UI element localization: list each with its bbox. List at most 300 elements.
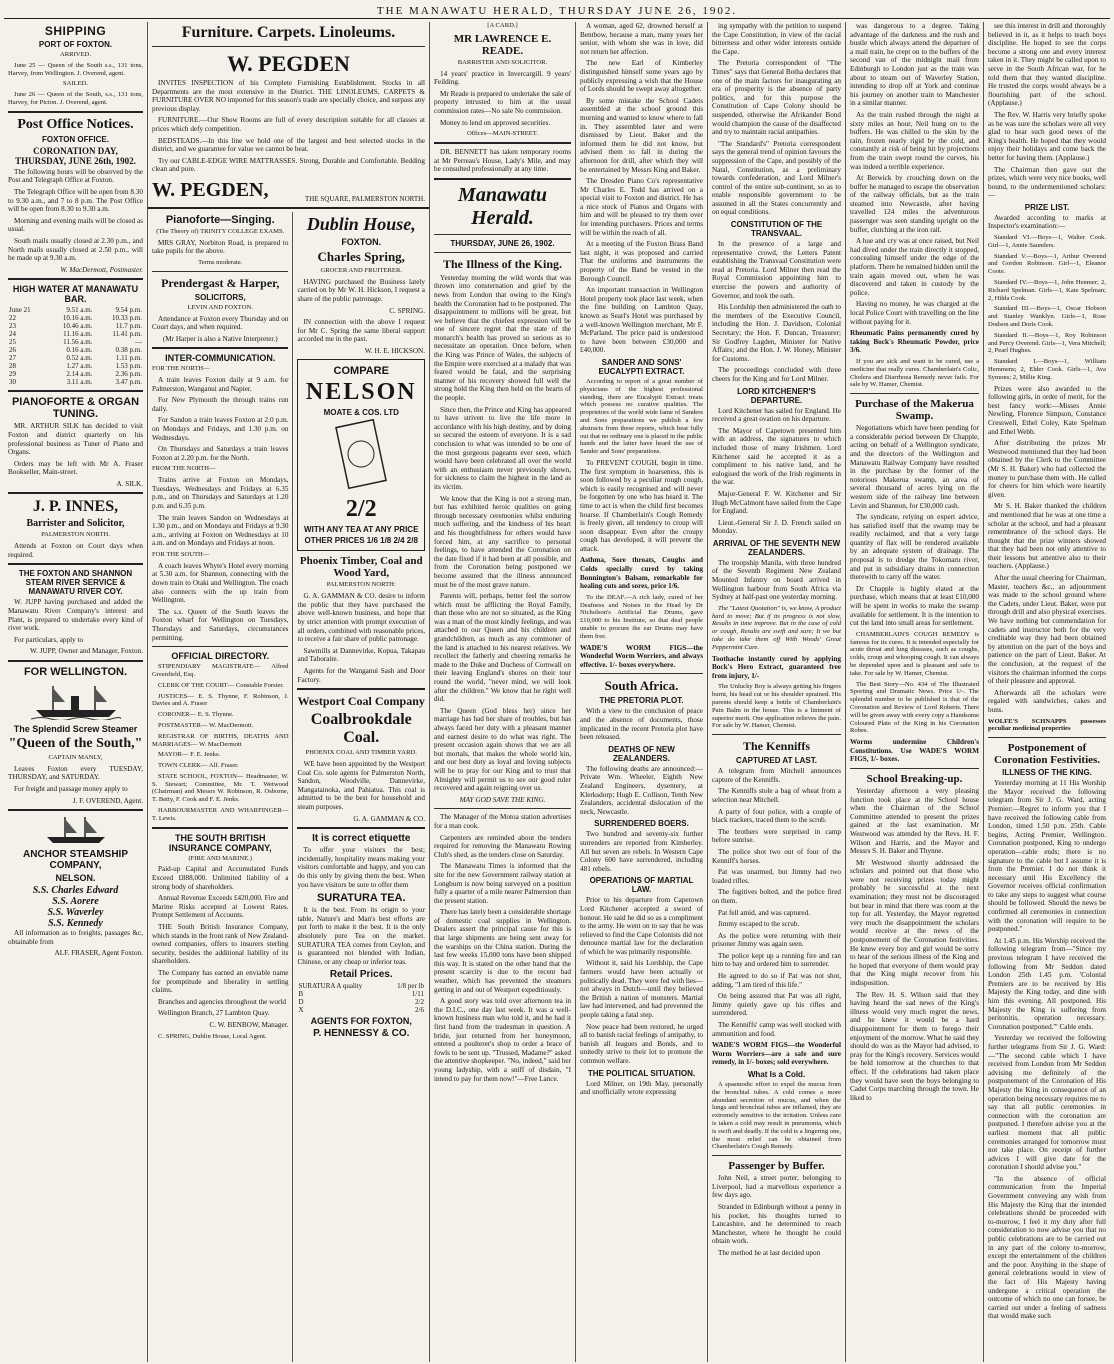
- river-service-text: W. JUPP having purchased and added the Manawatu River Company's interest and Plant, is prepared to undertake every kind of river work.: [8, 598, 143, 633]
- directory-item: POSTMASTER— W. MacDermott.: [158, 721, 254, 729]
- divider: [434, 142, 571, 144]
- table-row: 24 11.16 a.m. 11.41 p.m.: [9, 330, 142, 339]
- divider: [8, 563, 143, 565]
- illustrated-news-advert: The Best Story—No. 434 of The Illustrated Sporting and Dramatic News. Price 1/-. The splendid number to be published is that of the Coronation and Review of Lord Roberts. There will be given away with every copy a Handsome Coloured Plate of the King in his Coronation Robes.: [850, 680, 979, 735]
- agents-name: P. HENNESSY & CO.: [313, 1028, 410, 1040]
- table-row: 25 11.56 a.m. —: [9, 338, 142, 347]
- nelson-tea-advert: [297, 359, 425, 551]
- reade-offices: Offices—MAIN-STREET.: [467, 130, 538, 138]
- pegden-footer-name: W. PEGDEN,: [152, 178, 269, 201]
- article-text: The police shot two out of four of the Kenniff's horses.: [712, 847, 841, 865]
- buffer-heading: Passenger by Buffer.: [728, 1160, 825, 1173]
- nelson-tea-line: WITH ANY TEA AT ANY PRICE: [304, 525, 419, 535]
- illness-closing: MAY GOD SAVE THE KING.: [459, 795, 546, 804]
- article-text: Afterwards all the scholars were regaled with sandwiches, cakes and buns.: [988, 688, 1106, 714]
- suratura-text: It is the best. From its origin to your table, Nature's and Man's best efforts are put forth to make it the best. It is the only absolutely pure Tea on the market. SURATURA TEA comes from Ceylon, and is guaranteed not blended with Indian, Chinese, or any cheap or inferior teas.: [297, 906, 425, 966]
- article-text: Mr Westwood shortly addressed the scholars and pointed out that those who were not receiving prizes today might probably be successful at the next examination; they must not be discouraged but bear in mind that there was room at the top for all. Yesterday, the Mayor regretted very much the disappointment the scholars would receive at the news of the postponement of the Coronation festivities. He knew every boy and girl would be sorry to hear of the serious illness of the King and he hoped that everyone of them would pray that the King might recover from his indisposition.: [850, 858, 979, 988]
- anchor-signature: ALF. FRASER, Agent Foxton.: [54, 949, 143, 958]
- article-text: Yesterday we received the following further telegrams from Sir J. G. Ward:—"The second cable which I have received from London from Mr Seddon advising me definitely of the postponement of the Coronation of His Majesty the King in consequence of an operation being necessary requires me to say that all public ceremonies in connection with the coronation are postponed. I therefore advise you at the earliest moment that all public ceremonies arranged for tomorrow must not take place. On receipt of further advices I will give date for the coronation I should advise you.": [988, 1034, 1106, 1172]
- wellington-subheading: The Splendid Screw Steamer: [13, 724, 138, 735]
- article-text: The proceedings concluded with three cheers for the King and for Lord Milner.: [712, 366, 841, 383]
- table-row: 30 3.11 a.m. 3.47 p.m.: [9, 378, 142, 387]
- river-service-heading: THE FOXTON AND SHANNON STEAM RIVER SERVICE & MANAWATU RIVER COY.: [18, 569, 133, 597]
- divider: [8, 660, 143, 662]
- prize-list-heading: PRIZE LIST.: [1024, 202, 1070, 212]
- transvaal-heading: CONSTITUTION OF THE TRANSVAAL.: [730, 220, 823, 239]
- divider: [8, 111, 143, 113]
- article-text: Prizes were also awarded to the following girls, in order of merit, for the best fancy work:—Misses Annie Newling, Florence Simpson, Constance Cresswell, Ethel Coley, Kate Spelman and Ethel Webb.: [988, 384, 1106, 436]
- article-text: The Pretoria correspondent of "The Times" says that General Botha declares that one of the main factors for inaugurating an era of prosperity is the absence of party politics, and for this purpose the Constitution of Cape Colony should be suspended, otherwise the Afrikander Bond would champion the cause of the disaffected and try to maintain racial antipathies.: [712, 59, 841, 137]
- nelson-company: MOATE & COS. LTD: [323, 408, 399, 418]
- prize-item: Standard V.—Boys—1, Arthur Overend and Gordon Robinson. Girl—1, Eleanor Coote.: [988, 252, 1106, 276]
- dublin-house-place: FOXTON.: [341, 236, 382, 247]
- pegden-footer-address: THE SQUARE, PALMERSTON NORTH.: [305, 195, 425, 204]
- hickson-signature: W. H. E. HICKSON.: [364, 346, 425, 355]
- divider: [152, 646, 288, 647]
- article-text: The Rev. H. S. Wilson said that they having heard the sad news of the King's illness would very much regret the news, and he knew it would be a hard disappointment for them to forego their enjoyment of the morrow. What he said they should do was as the Mayor had advised, to pray for the King's recovery. Services would be held tomorrow at the churches to that effect. If the celebrations had taken place they would have seen the boys belonging to Cadet Corps marching through the town. He liked to: [850, 990, 979, 1102]
- article-text: The brothers were surprised in camp before sunrise.: [712, 827, 841, 845]
- table-row: 22 10.16 a.m. 10.33 p.m.: [9, 314, 142, 323]
- school-heading: School Breaking-up.: [866, 772, 963, 785]
- spring-signature: C. SPRING.: [389, 306, 425, 315]
- insurance-text: Branches and agencies throughout the world: [158, 997, 286, 1006]
- article-text: Lieut.-General Sir J. D. French sailed on Monday.: [712, 518, 841, 536]
- article-text: Parents will, perhaps, better feel the sorrow which must be afflicting the Royal Family, than those who are not so situated, as the King was a man of the most kindly feelings, and was attached to our Queen and his children and grandchildren, as much as any commoner of the land is attached to his nearest relatives. We recollect the fatherly and cheering remarks he made to the Duke and Duchess of Cornwall on their leaving England's shores on their tour round the world, "never mind, we will look after the children." We know that he right well did.: [434, 592, 571, 704]
- phoenix-text: Sawmills at Dannevirke, Kopua, Takapau and Tahoraite.: [297, 646, 425, 664]
- article-text: see this interest in drill and thoroughly believed in it, as it helps to teach boys discipline. He hoped to see the corps become a strong one and every interest taken in it. They might be called upon to serve in the South African war, for he told them that they wanted discipline. He trusted the corps would always be a flourishing part of the school. (Applause.): [988, 22, 1106, 108]
- pegden-name: W. PEGDEN: [227, 51, 350, 76]
- column-7: [846, 22, 984, 1362]
- article-text: "The Standard's" Pretoria correspondent says the general trend of opinion favours the suppression of the Cape, and possibly of the Natal, Constitution, as a preliminary towards confederation, and Lord Milner's control of the entire sub-continent, so as to enable responsible government to be assumed in all the States concurrently and on equal conditions.: [712, 139, 841, 217]
- table-row: D 2/2: [298, 998, 424, 1007]
- directory-item: CLERK OF THE COURT— Constable Forster.: [158, 681, 284, 689]
- article-text: Since then, the Prince and King has appeared to have striven to live the life more in accordance with his high destiny, and by doing so secured the esteem of everyone. It is a sad conclusion to what was intended to be one of the most gorgeous pageants ever seen, which would have been celebrated all over the world with an enthusiasm never previously shown, for sickness to claim the highest in the land as its victim.: [434, 405, 571, 491]
- divider: [297, 688, 425, 690]
- directory-item: TOWN CLERK— Alf. Fraser.: [158, 762, 239, 770]
- wellington-text: For freight and passage money apply to: [14, 785, 128, 793]
- article-text: Now peace had been restored, he urged all to banish racial feelings of antipathy, to banish all leagues and Bonds, and to unitedly strive to their lot to promote the common welfare.: [580, 1022, 703, 1065]
- pegden-text: Try our CABLE-EDGE WIRE MATTRASSES. Strong, Durable and Comfortable. Bedding clean and pure.: [152, 156, 425, 174]
- article-text: The police kept up a running fire and ran him to bay and ordered him to surrender.: [712, 951, 841, 969]
- phoenix-text: Agents for the Wanganui Sash and Door Factory.: [297, 667, 425, 684]
- divider: [434, 178, 571, 180]
- table-row: SURATURA A quality 1/8 per lb: [298, 982, 424, 991]
- ship-name: "Queen of the South,": [8, 736, 143, 752]
- table-row: 26 0.16 a.m. 0.38 p.m.: [9, 346, 142, 355]
- article-text: His Lordship then administered the oath to the members of the Executive Council, including the Hon. J. Davidson, Colonial Secretary; the Hon. F. Duncan, Treasurer; Sir Godfrey Lagden, Minister for Native Affairs; and the Hon. J. W. Honey, Minister for Customs.: [712, 303, 841, 363]
- article-text: The Kenniffs' camp was well stocked with ammunition and food.: [712, 1021, 841, 1038]
- divider: [8, 278, 143, 280]
- prize-item: Standard IV.—Boys—1, John Henmer; 2, Richard Spelman. Girls—1, Kate Spelman; 2, Hilda Cook.: [988, 279, 1106, 302]
- inter-communication-heading: INTER-COMMUNICATION.: [165, 353, 276, 364]
- article-text: Yesterday morning the wild words that was thrown into consternation and grief by the news from London that owing to the King's health the Coronation had to be postponed. The disappointment to millions will be great, but we believe that the chiefest expression will be one of sincere regret that the state of the monarch's health has proved so serious as to necessitate an operation. Once before, when the King was Prince of Wales, the subjects of the Empire were exercised at a malady that was feared would be fatal, and the surprising manner of his recovery showed full well the strong hold the King then held on the hearts of the people.: [434, 273, 571, 403]
- anchor-place: NELSON.: [55, 873, 96, 884]
- inter-text: Trains arrive at Foxton on Mondays, Tuesdays, Wednesdays and Fridays at 6.35 p.m., and on Thursdays and Saturdays at 1.20 p.m. and 6.35 p.m.: [152, 476, 289, 511]
- article-text: The Rev. W. Harris very briefly spoke as he was sure the scholars were all very glad to hear such good news of the King's health. He hoped that they would enjoy their holidays and come back the better for having them. (Applause.): [988, 110, 1106, 162]
- dublin-house-heading: Dublin House,: [306, 213, 416, 234]
- local-news: The Manawatu Times is informed that the site for the new Government railway station at Longburn is now being surveyed on a position fully a quarter of a mile nearer Palmerston than the present station.: [434, 862, 571, 905]
- retail-prices-table: [297, 982, 425, 1014]
- article-text: Without it, said his Lordship, the Cape farmers would have been actually or politically dead. They were fed with lies—not always in Dutch—until they believed the British a nation of monsters. Martial law had intervened, and had prevented the people taking a fatal step.: [580, 959, 704, 1020]
- steamship-icon: [31, 682, 121, 720]
- suratura-heading: SURATURA TEA.: [316, 892, 406, 905]
- column-6: [708, 22, 846, 1362]
- article-text: Yesterday afternoon a very pleasing function took place at the School house when the Chairman of the School Committee attended to present the prizes gained at the last examination. Mr Westwood was attended by the Revs. H. F. Wilson and Harris, and the Mayor and Messrs S. H. Baker and Thynne.: [850, 786, 979, 856]
- column-2: [148, 212, 293, 1362]
- pegden-text: FURNITURE.—Our Show Rooms are full of every description suitable for all classes at prices which defy competition.: [152, 116, 425, 133]
- reade-text: 14 years' practice in Invercargill. 9 years' Feilding.: [434, 69, 571, 87]
- inter-text: The s.s. Queen of the South leaves the Foxton wharf for Wellington on Tuesdays, Thursdays and Saturdays, circumstances permitting.: [152, 607, 289, 642]
- post-office-text: The Telegraph Office will be open from 8.30 to 9.30 a.m., and 7 to 8 p.m. The Post Office will be open from 8.30 to 9.30 a.m.: [8, 187, 143, 214]
- kenniffs-heading: The Kenniffs: [742, 739, 810, 754]
- pegden-text: INVITES INSPECTION of his Complete Furnishing Establishment. Stocks in all Departments are the most extensive in the District. THE LINOLEUMS, CARPETS & FURNITURE OVER NO imported for this season's trade are specially choice, and surpass any previous display.: [152, 79, 425, 113]
- wades-advert: WADE'S WORM FIGS—the Wonderful Worm Worriers—are a safe and sure remedy, in 1/- boxes; sold everywhere.: [712, 1041, 841, 1067]
- piano-tuning-text: Orders may be left with Mr A. Fraser Bookseller, Main-street.: [8, 459, 143, 477]
- deaf-advert: To the DEAF.—A rich lady, cured of her Deafness and Noises in the Head by Dr Nicholson's Artificial Ear Drums, gave £10,000 to his Institute, so that deaf people unable to procure the ear Drums may have them free.: [580, 593, 703, 640]
- directory-item: MAYOR— F. E. Jenks.: [158, 751, 221, 759]
- spring-heading: Charles Spring,: [317, 248, 405, 264]
- surrendered-heading: SURRENDERED BOERS.: [594, 819, 689, 829]
- asthma-advert: Asthma, Sore throats, Coughs and Colds specially cured by taking Bonnington's Balsam, remarkable for healing cuts and sores, price 1/6.: [580, 556, 703, 591]
- pegden-text: BEDSTEADS.—In this line we hold one of the largest and best selected stocks in the district, and we guarantee for value we cannot be beat.: [152, 136, 425, 154]
- shipping-heading: SHIPPING: [44, 24, 107, 38]
- divider: [580, 673, 703, 674]
- anchor-ship: S.S. Charles Edward: [32, 885, 119, 897]
- westport-text: WE have been appointed by the Westport Coal Co. sole agents for Palmerston North, Sandon, Woodville, Dannevirke, Mangatainoka, and Pahiatua. This coal is admitted to be the best for household and steam purposes.: [297, 760, 425, 811]
- sander-heading: SANDER AND SONS' EUCALYPTI EXTRACT.: [598, 357, 685, 376]
- anchor-heading: ANCHOR STEAMSHIP COMPANY,: [22, 849, 128, 872]
- article-text: Major-General F. W. Kitchener and Sir Hugh McCalmont have sailed from the Cape for England.: [712, 489, 841, 516]
- captured-heading: CAPTURED AT LAST.: [736, 756, 817, 766]
- divider: [8, 809, 143, 811]
- toothache-advert: Toothache instantly cured by applying Bock's Hero Extract, guaranteed free from injury, 1/-: [712, 654, 841, 680]
- phoenix-heading: Phoenix Timber, Coal and Wood Yard,: [299, 555, 423, 580]
- nelson-price: 2/2: [345, 496, 377, 523]
- wellington-heading: FOR WELLINGTON.: [23, 666, 128, 679]
- directory-item: STIPENDIARY MAGISTRATE— Alfred Greenfield, Esq.: [152, 663, 289, 678]
- article-text: With a view to the conclusion of peace and the absence of documents, those implicated in the recent Pretoria plot have been released.: [580, 707, 703, 742]
- inter-text: A train leaves Foxton daily at 9 a.m. for Palmerston, Wanganui and Napier.: [152, 376, 289, 393]
- retail-prices-heading: Retail Prices.: [329, 969, 393, 981]
- table-row: 29 2.14 a.m. 2.36 p.m.: [9, 370, 142, 379]
- article-text: The Kenniffs stole a bag of wheat from a selection near Mitchell.: [712, 787, 841, 804]
- inter-text: For Sandon a train leaves Foxton at 2.0 p.m. on Mondays and Fridays, and 1.30 p.m. on Wednesdays.: [152, 416, 289, 442]
- column-2-3: [148, 22, 430, 1362]
- wellington-text: Leaves Foxton every TUESDAY, THURSDAY, and SATURDAY.: [8, 764, 143, 782]
- piano-tuning-heading: PIANOFORTE & ORGAN TUNING.: [11, 396, 140, 421]
- article-text: After distributing the prizes Mr Westwood mentioned that they had been obtained by the Clerk to the Committee (Mr S. H. Baker) who had collected the money to purchase them with. He called for cheers for him which were heartily given.: [988, 439, 1106, 499]
- insurance-subheading: (FIRE AND MARINE.): [188, 854, 253, 862]
- piano-tuning-text: MR. ARTHUR SILK has decided to visit Foxton and district quarterly on his professional business as Tuner of Piano and Organs.: [8, 422, 143, 457]
- insurance-heading: THE SOUTH BRITISH INSURANCE COMPANY,: [168, 832, 272, 853]
- postponement-heading: Postponement of Coronation Festivities.: [993, 742, 1101, 767]
- inter-text: The train leaves Sandon on Wednesdays at 1.30 p.m., and on Mondays and Fridays at 9.30 a.m., arriving at Foxton on Wednesdays at 10 a.m. and on Mondays and Fridays at noon.: [152, 513, 289, 548]
- article-text: A telegram from Mitchell announces capture of the Kenniffs.: [712, 767, 841, 784]
- article-text: The Mayor of Capetown presented him with an address, the signatures to which included those of many Irishmen. Lord Kitchener said he accepted it as a compliment to his native land, and he eulogised the work of the Irish regiments in the war.: [712, 426, 841, 487]
- shipping-arrived-label: ARRIVED.: [60, 51, 91, 58]
- article-text: John Neil, a street porter, belonging to Liverpool, had a marvellous experience a few days ago.: [712, 1174, 841, 1200]
- pianoforte-terms: Terms moderate.: [198, 258, 243, 266]
- divider: [434, 252, 571, 253]
- colic-advert: If you are sick and want to be cured, use a medicine that really cures. Chamberlain's Colic, Cholera and Diarrhoea Remedy never fails. For sale by W. Hamer, Chemist.: [850, 357, 979, 389]
- divider: [297, 827, 425, 829]
- rheumatic-advert: Rheumatic Pains permanently cured by taking Bock's Rheumatic Powder, price 3/6.: [850, 329, 979, 355]
- insurance-signature: C. W. BENBOW, Manager.: [209, 1020, 289, 1029]
- inter-from-north-label: FROM THE NORTH—: [152, 465, 216, 473]
- river-service-text: For particulars, apply to: [14, 635, 84, 644]
- prize-item: Standard VI.—Boys—1, Walter Cook. Girl—1, Annie Saunders.: [988, 234, 1106, 249]
- kitchener-heading: LORD KITCHENER'S DEPARTURE.: [737, 386, 816, 405]
- inter-text: For New Plymouth the through trains run daily.: [152, 396, 289, 413]
- post-office-text: Morning and evening mails will be closed as usual.: [8, 216, 143, 234]
- article-text: The method he at last decided upon: [718, 1248, 821, 1257]
- piano-tuning-signature: A. SILK.: [116, 479, 143, 488]
- column-8: [984, 22, 1110, 1362]
- wellington-signature: J. F. OVEREND, Agent.: [72, 796, 143, 805]
- hickson-text: IN connection with the above I request for Mr C. Spring the same liberal support accorded me in the past.: [297, 318, 425, 344]
- illness-heading: The Illness of the King.: [442, 256, 562, 271]
- wades-advert: WADE'S WORM FIGS—the Wonderful Worm Worriers, and always effective. 1/- boxes everywhere.: [580, 643, 703, 669]
- article-text: Two hundred and seventy-six further surrenders are reported from Kimberley. All but seven are rebels. In Western Cape Colony 600 have surrendered, including 481 rebels.: [580, 830, 703, 873]
- table-row: 28 1.27 a.m. 1.53 p.m.: [9, 362, 142, 371]
- nelson-brand: NELSON: [305, 379, 417, 406]
- post-office-subheading: FOXTON OFFICE.: [42, 134, 109, 144]
- article-text: Having no money, he was charged at the local Police Court with travelling on the line without paying for it.: [850, 300, 979, 326]
- anchor-text: All information as to freights, passages &c, obtainable from: [8, 929, 143, 946]
- deaths-heading: DEATHS OF NEW ZEALANDERS.: [608, 744, 675, 763]
- article-text: The Chairman then gave out the prizes, which were very nice books, well bound, to the undermentioned scholars:—: [988, 165, 1106, 200]
- divider: [148, 207, 429, 209]
- illness-king-heading: ILLNESS OF THE KING.: [1002, 768, 1092, 778]
- local-news: To PREVENT COUGH, begin in time. The first symptom in hoarseness, this is soon followed by a peculiar rough cough, which is easily recognised and will never be forgotten by one who has heard it. The time to act is when the child first becomes hoarse. If Chamberlain's Cough Remedy is freely given, all tendency to croup will soon disappear. Even after the croupy cough has developed, it will prevent the attack.: [580, 458, 703, 553]
- article-text: After the usual cheering for Chairman, Master, teachers &c., an adjournment was made to the school ground where the Cadets, under Lieut. Baker, were put through drill and also physical exercises. We have nothing but commendation for cadets and instructor both for the very creditable way they had been obtained by attention on the part of the boys and patience on the part of Lieut. Baker. At the conclusion, at the request of the visitors the chairman informed the corps of their pleasure and approval.: [988, 574, 1106, 686]
- reade-text: Mr Reade is prepared to undertake the sale of property intrusted to him at the usual commission rates—No sale No commission.: [434, 89, 571, 115]
- post-office-text: The following hours will be observed by the Post and Telegraph Office at Foxton.: [8, 167, 143, 185]
- article-text: The following deaths are announced:—Private Wm. Wheeler, Eighth New Zealand Engineers, dysentery, at Klerksdorp; Hugh E. Collison, Tenth New Zealanders, accidental dislocation of the neck, Newcastle.: [580, 764, 703, 816]
- political-situation-heading: THE POLITICAL SITUATION.: [587, 1068, 696, 1078]
- divider: [152, 46, 425, 47]
- inter-north-label: FOR THE NORTH—: [152, 365, 210, 373]
- article-text: ing sympathy with the petition to suspend the Cape Constitution, in view of the racial bitterness and other wider interests outside the Cape.: [712, 22, 841, 56]
- sander-text: According to report of a great number of physicians of the highest professional standing, there are Eucalypti Extract treats which possess no curative qualities. The proprietors of the world wide fame of Sanders and Sons preparations we publish a few abstracts from these reports, which bear fully out that no ordinary one is placed in the public hands and the latter have heard the use of Sander and Sons' preparations.: [580, 377, 703, 456]
- innes-title: Barrister and Solicitor,: [26, 518, 125, 530]
- sailing-ship-icon: [41, 815, 111, 845]
- column-4: [430, 22, 576, 1362]
- article-text: Lord Kitchener has sailed for England. He received a great ovation on his departure.: [712, 406, 841, 424]
- makerua-heading: Purchase of the Makerua Swamp.: [855, 398, 974, 423]
- worm-figs-advert: Worms undermine Children's Constitutions. Use WADE'S WORM FIGS, 1/- boxes.: [850, 738, 979, 764]
- reade-heading: MR LAWRENCE E. READE.: [453, 32, 552, 57]
- pianoforte-heading: Pianoforte—Singing.: [165, 213, 275, 226]
- coronation-day-notice: CORONATION DAY, THURSDAY, JUNE 26th, 1902.: [15, 145, 136, 166]
- article-text: Negotiations which have been pending for a considerable period between Dr Chapple, acting on behalf of a Wellington syndicate, and the directors of the Wellington and Manawatu Railway Company have resulted in the purchase by the former of the notorious Makerua swamp, an area of several thousand of acres lying on the western side of the railway line between Levin and Shannon, for £30,000 cash.: [850, 424, 979, 510]
- south-africa-heading: South Africa.: [604, 678, 679, 694]
- tide-heading: HIGH WATER AT MANAWATU BAR.: [12, 284, 139, 305]
- pegden-footer: [152, 177, 425, 204]
- prendergast-place: LEVIN AND FOXTON.: [187, 303, 253, 311]
- insurance-text: THE South British Insurance Company, which stands in the front rank of New Zealand-owned companies, offers to insurers sterling security, besides the additional liability of its shareholders.: [152, 923, 289, 966]
- ship-captain: CAPTAIN MANLY,: [48, 754, 103, 762]
- directory-item: JUSTICES— E. S. Thynne, F. Robinson, J. Davies and A. Fraser: [152, 692, 289, 708]
- local-news: By some mistake the School Cadets assembled at the school ground this morning and wanted to know where to fall in. They assembled later and were dismissed by Lieut. Baker and the informed them he did not know, but advised them to fall in during the afternoon for drill, after which they will be entertained by Messrs King and Baker.: [580, 96, 703, 174]
- directory-item: HARBOURMASTER AND WHARFINGER— T. Lewis.: [152, 807, 289, 822]
- innes-place: PALMERSTON NORTH.: [41, 531, 110, 539]
- article-text: In the presence of a large and representative crowd, the Letters Patent establishing the Transvaal Constitution were read at Pretoria. Lord Milner then read the Royal Commission appointing him to exercise the powers and authority of Governor, and took the oath.: [712, 240, 841, 300]
- local-news: The Dresden Piano Co's representative Mr Charles E. Todd has arrived on a special visit to Foxton and district. He has a nice stock of Pianos and Organs with him and will be pleased to try them over for intending purchasers. Prices and terms will be within the reach of all.: [580, 177, 703, 237]
- herald-date: THURSDAY, JUNE 26, 1902.: [450, 238, 555, 248]
- anchor-ship: S.S. Kennedy: [48, 918, 103, 930]
- article-text: A hue and cry was at once raised, but Neil had dived under the train directly it stopped, concealing himself under the edge of the platform. There he remained hidden until the train again moved out, when he was discovered and taken in custody by the police.: [850, 237, 979, 297]
- shipping-subheading: PORT OF FOXTON.: [38, 40, 113, 49]
- anchor-ship: S.S. Waverley: [47, 907, 104, 919]
- cough-remedy-advert: CHAMBERLAIN'S COUGH REMEDY is famous for its cures. It is intended especially for acute throat and lung diseases, such as coughs, colds, croup and whooping cough. It can always be depended upon and is pleasant and safe to take. For sale by W. Hamer, Chemist.: [850, 630, 979, 677]
- divider: [8, 492, 143, 494]
- divider: [712, 1155, 841, 1156]
- pianoforte-text: MRS GRAY, Norbiton Road, is prepared to take pupils for the above.: [152, 238, 289, 256]
- martial-law-heading: OPERATIONS OF MARTIAL LAW.: [589, 876, 694, 895]
- spring-subheading: GROCER AND FRUITERER.: [320, 266, 402, 274]
- coalbrookdale-heading: Coalbrookdale Coal.: [310, 711, 412, 747]
- table-row: B 1/11: [298, 990, 424, 999]
- agents-heading: AGENTS FOR FOXTON,: [310, 1016, 412, 1027]
- directory-item: CORONER— E. S. Thynne.: [158, 711, 234, 719]
- prendergast-text: Attendance at Foxton every Thursday and on Court days, and when required.: [152, 314, 289, 332]
- shipping-sailed-label: SAILED.: [62, 80, 89, 88]
- cold-text: A spasmodic effort to expel the mucus from the bronchial tubes. A cold comes a more abundant secretion of mucus, and when the lungs and bronchial tubes are inflamed, they are extremely sensitive to the irritation. Unless care is taken a cold may result in pneumonia, which is swift and deadly. If the cold is a lingering one, the most relief can be obtained from Chamberlain's Cough Remedy.: [712, 1081, 841, 1151]
- divider: [850, 768, 979, 769]
- article-text: As the police were returning with their prisoner Jimmy was again seen.: [712, 931, 841, 949]
- pegden-advert: [148, 24, 429, 204]
- masthead: THE MANAWATU HERALD, THURSDAY JUNE 26, 1902.: [4, 4, 1110, 19]
- pegden-banner: Furniture. Carpets. Linoleums.: [181, 24, 396, 41]
- article-text: Prior to his departure from Capetown Lord Kitchener accepted a sword of honour. He said he did so as a compliment to the army. He went on to say that he was relieved to find the Cape Colonists did not denounce martial law for the declaration of which he was primarily responsible.: [580, 896, 703, 956]
- cold-heading: What Is a Cold.: [747, 1070, 806, 1079]
- article-text: As the train rushed through the night at sixty miles an hour, Neil hung on to the buffers. He was chilled to the skin by the rain, frozen nearly rigid by the cold, and constantly at risk of being hit by projections from the train swept round the curves, his was indeed a terrible experience.: [850, 110, 979, 171]
- article-text: We know that the King is not a strong man, but has exhibited heroic qualities on going through necessary ceremonies whilst enduring much suffering, and the kindness of his heart and his thoughtfulness for others would have forced him, at any sacrifice to personal feelings, to have attended the Coronation on the date fixed if it had been at all possible, and from the Coronation being postponed we become assured that the illness announced must be of the most grave nature.: [434, 494, 571, 589]
- westport-subheading: PHOENIX COAL AND TIMBER YARD.: [305, 749, 417, 757]
- column-1: [4, 22, 148, 1362]
- schnapps-advert: WOLFE'S SCHNAPPS possesses peculiar medicinal properties: [988, 717, 1106, 733]
- column-2-3-body: [148, 212, 429, 1362]
- prendergast-subheading: SOLICITORS,: [194, 292, 246, 302]
- divider: [850, 393, 979, 394]
- article-text: The syndicate, relying on expert advice, has satisfied itself that the swamp may be readily reclaimed, and that a very large quantity of flax will be rendered available by an adequate system of drainage. The proposal is to dredge the Tokomaru river, and put in subsidiary drains in connection therewith to carry off the water.: [850, 513, 979, 582]
- article-text: Yesterday morning at 11 His Worship the Mayor received the following telegram from Sir J. G. Ward, acting Premier:—Regret to inform you that I have received the following cable from London, timed 1.50 p.m. 25th. Cable begins, Acting Premier, Wellington. Coronation postponed, King to undergo operation—cable ends; there is no signature to the cable but I assume it is from the Premier. I do not think it necessary until His Excellency the Governor receives official confirmation to take any steps to suggest what course should be followed. Should the news be confirmed all ceremonies in connection with the coronation will require to be postponed.": [988, 779, 1106, 934]
- local-news: An important transaction in Wellington Hotel property took place last week, when the fine building on Lambton Quay, known as Searl's Hotel was purchased by a well-known Wellington merchant, Mr F. McParland. The price paid is understood to have been between £30,000 and £40,000.: [580, 286, 703, 355]
- nelson-other-prices: OTHER PRICES 1/6 1/8 2/4 2/8: [304, 536, 418, 546]
- local-news: Carpenters are reminded about the tenders required for removing the Manawatu Rowing Club's shed, as the tenders close on Saturday.: [434, 833, 571, 859]
- divider: [434, 808, 571, 809]
- anchor-ship: S.S. Aorere: [52, 896, 99, 908]
- post-office-heading: Post Office Notices.: [17, 116, 134, 132]
- local-news: The new Earl of Kimberley distinguished himself some years ago by publicly expressing a wish that the House of Lords should be swept away altogether.: [580, 59, 703, 94]
- article-text: The Queen (God bless her) since her marriage has had her share of troubles, but has always faced her duty with a pleasant manner and earnest desire to do what was right. The present occasion again shows that we are all but mortals, that makes the whole world kin, and our best duty as loyal and loving subjects will be to pray for our King and to trust that Almighty will permit us to see our good ruler recovered and again reigning over us.: [434, 706, 571, 793]
- local-news: There has lately been a considerable shortage of domestic coal supplies in Wellington. Dealers assert the principal cause for this is that large shipments are being sent away for the warships on the China station. During the last few weeks 15,000 tons have been shipped this way. It is stated on the other hand that the present scarcity is due to the recent bad weather, which has prevented the steamers getting in and out of Westport expeditiously.: [434, 908, 571, 994]
- phoenix-text: G. A. GAMMAN & CO. desire to inform the public that they have purchased the above well-known business, and hope that by strict attention with prompt execution of all orders, combined with reasonable prices, to receive a fair share of public patronage.: [297, 592, 425, 644]
- phoenix-place: PALMERSTON NORTH:: [326, 581, 396, 589]
- divider: [8, 390, 143, 392]
- column-3: [293, 212, 429, 1362]
- inter-text: A coach leaves Whyte's Hotel every morning at 5.30 a.m. for Shannon, connecting with the down train to Otaki and Wellington. The coach also connects with the up train from Wellington.: [152, 561, 289, 605]
- shipping-entry: June 26 — Queen of the South, s.s., 131 tons, Harvey, for Picton. J. Overend, agent.: [8, 91, 143, 106]
- article-text: Dr Chapple is highly elated at the purchase, which means that at least £10,000 will be spent in works to make the swamp available for settlement. It is the intention to cut the land into small areas for settlement.: [850, 584, 979, 628]
- inter-south-label: FOR THE SOUTH—: [152, 550, 210, 558]
- article-text: The troopship Manila, with three hundred of the Seventh Regiment New Zealand Mounted Infantry on board arrived in Wellington harbour from South Africa via Sydney at half-past one yesterday morning.: [712, 558, 841, 602]
- divider: [152, 827, 288, 829]
- insurance-text: Wellington Branch, 27 Lambton Quay.: [158, 1009, 270, 1018]
- divider: [434, 234, 571, 235]
- article-text: On being assured that Pat was all right, Jimmy quietly gave up his rifles and surrendered.: [712, 992, 841, 1018]
- arrival-heading: ARRIVAL OF THE SEVENTH NEW ZEALANDERS.: [712, 538, 841, 557]
- article-text: Stranded in Edinburgh without a penny in his pocket, his thoughts turned to Lancashire, and he determined to reach Manchester, where he thought he could obtain work.: [712, 1202, 841, 1246]
- prize-item: Standard I.—Boys—1, William Hemmens; 2, Elder Cook. Girls—1, Ava Symons; 2, Millie King.: [988, 358, 1106, 381]
- article-text: Jimmy escaped to the scrub.: [718, 920, 800, 929]
- table-row: X 2/6: [298, 1006, 424, 1015]
- herald-title: Manawatu Herald.: [458, 183, 547, 229]
- directory-item: REGISTRAR OF BIRTHS, DEATHS AND MARRIAGES— W. MacDermott: [152, 732, 289, 748]
- columns: [4, 22, 1110, 1362]
- article-text: At 1.45 p.m. His Worship received the following telegram from—"Since my previous telegram I have received the following from Mr Seddon dated London 25th 1.45 p.m. 'Colonial Premiers are to be received by His Majesty the King today, and dine with him this evening. All postponed. His Majesty the King is suffering from peritonitis, operation necessary. Coronation postponed.'" Cable ends.: [988, 936, 1106, 1031]
- spring-text: HAVING purchased the Business lately carried on by Mr W. H. Hickson, I request a share of the public patronage.: [297, 277, 425, 303]
- tea-packet-icon: [306, 419, 416, 489]
- insurance-text: Paid-up Capital and Accumulated Funds Exceed £888,000. Unlimited liability of a strong body of shareholders.: [152, 865, 289, 891]
- table-row: 23 10.46 a.m. 11.7 p.m.: [9, 322, 142, 331]
- pianoforte-theory: (The Theory of) TRINITY COLLEGE EXAMS.: [156, 227, 285, 235]
- card-label: [A CARD.]: [487, 22, 518, 29]
- insurance-text: The Company has earned an enviable name for promptitude and liberality in settling claims.: [152, 969, 289, 995]
- article-text: Mr S. H. Baker thanked the children and mentioned that he was at one time a scholar at the school, and had a pleasant remembrance of the school days. He thought that the prize winners showed that they had been not only attentive to their lessons but attentive also to their teachers. (Applause.): [988, 502, 1106, 571]
- innes-text: Attends at Foxton on Court days when required.: [8, 542, 143, 559]
- pain-balm-advert: The Unlucky Boy is always getting his fingers burnt, his head cut or his shoulder sprained. His parents should keep a bottle of Chamberlain's Pain Balm in the house. This is a liniment of superior merit. One application relieves the pain. For sale by W. Hamer, Chemist.: [712, 683, 841, 730]
- local-news: A woman, aged 62, drowned herself at Bentbow, because a man, many years her senior, with whom she was in love, did not return her affection.: [580, 22, 703, 56]
- local-news: The Manager of the Motoa station advertises for a man cook.: [434, 813, 571, 830]
- westport-heading: Westport Coal Company: [297, 694, 425, 709]
- article-text: Awarded according to marks at Inspector's examination:—: [988, 213, 1106, 231]
- bennett-text: DR. BENNETT has taken temporary rooms at Mr Perreau's House, Lady's Mile, and may be consulted professionally at any time.: [434, 147, 571, 174]
- post-office-text: South mails usually closed at 2.30 p.m., and North mails usually closed at 2.50 p.m., will be made up at 9.30 a.m.: [8, 236, 143, 263]
- post-office-signature: W. MacDermott, Postmaster.: [60, 265, 143, 274]
- pretoria-plot-heading: THE PRETORIA PLOT.: [599, 696, 684, 706]
- prize-item: Standard II.—Boys—1, Roy Robinson and Percy Overend. Girls—1, Vera Mitchell; 2, Pearl Hughes.: [988, 331, 1106, 355]
- reade-subheading: BARRISTER AND SOLICITOR.: [457, 58, 548, 66]
- river-service-signature: W. JUPP, Owner and Manager, Foxton.: [29, 647, 143, 656]
- table-row: June 21 9.51 a.m. 9.54 p.m.: [9, 306, 142, 315]
- article-text: The fugitives bolted, and the police fired on them.: [712, 888, 841, 905]
- westport-signature: G. A. GAMMAN & CO.: [353, 814, 425, 823]
- article-text: Pat fell amid, and was captured.: [718, 908, 811, 917]
- etiquette-text: To offer your visitors the best; incidentally, hospitality means making your visitors comfortable and happy, and you can do this only by giving them the best. When you have visitors be sure to offer them: [297, 846, 425, 889]
- local-news: A good story was told over afternoon tea in the D.I.C., one day last week. It was a well-known business man who told it, and he had it first hand from the tradesman in question. A bride, just returned from her honeymoon, entered a poulterer's shop to order a brace of fowls to be sent up. "Trussed, Madame?" asked the attentive shopkeeper. "No, indeed," said her young ladyship, with a sniff of disdain, "I intend to pay for them now!"—Free Lance.: [434, 997, 571, 1083]
- etiquette-heading: It is correct etiquette: [312, 833, 411, 845]
- divider: [152, 271, 288, 272]
- prendergast-heading: Prendergast & Harper,: [161, 275, 280, 290]
- divider: [988, 737, 1106, 738]
- divider: [152, 347, 288, 349]
- article-text: Pat was unarmed, but Jimmy had two loaded rifles.: [712, 868, 841, 885]
- column-5: [576, 22, 708, 1362]
- local-news: At a meeting of the Foxton Brass Band last night, it was proposed and carried That the uniforms and instruments the property of the Band be vested in the Borough Council.: [580, 240, 703, 283]
- article-text: He agreed to do so if Pat was not shot, adding, "I am tired of this life.": [712, 972, 841, 989]
- inter-text: On Thursdays and Saturdays a train leaves Foxton at 2.20 p.m. for the North.: [152, 445, 289, 462]
- reade-text: Money to lend on approved securities.: [440, 118, 551, 127]
- directory-item: STATE SCHOOL, FOXTON— Headmaster, W. S. Stewart; Committee, Mr. T. Wetwood (Chairman) and Messrs W. Robinson, R. Osborne, T. Betty, F. Cook and F. E. Jenks.: [152, 772, 289, 804]
- directory-heading: OFFICIAL DIRECTORY.: [171, 651, 270, 662]
- tide-table: [8, 306, 143, 386]
- prendergast-note: (Mr Harper is also a Native Interpreter.): [162, 334, 278, 343]
- insurance-agent: C. SPRING, Dublin House, Local Agent.: [158, 1032, 267, 1040]
- poem-advert: The "Latest Quotation" is, we know, A product hard to move; But if its progress is not slow, Results in time improve. But in the case of cold or cough, Results are swift and sure; It we but take do take them off With Woods' Great Peppermint Cure.: [712, 604, 841, 651]
- article-text: A party of four police, with a couple of black trackers, traced them to the scrub.: [712, 807, 841, 825]
